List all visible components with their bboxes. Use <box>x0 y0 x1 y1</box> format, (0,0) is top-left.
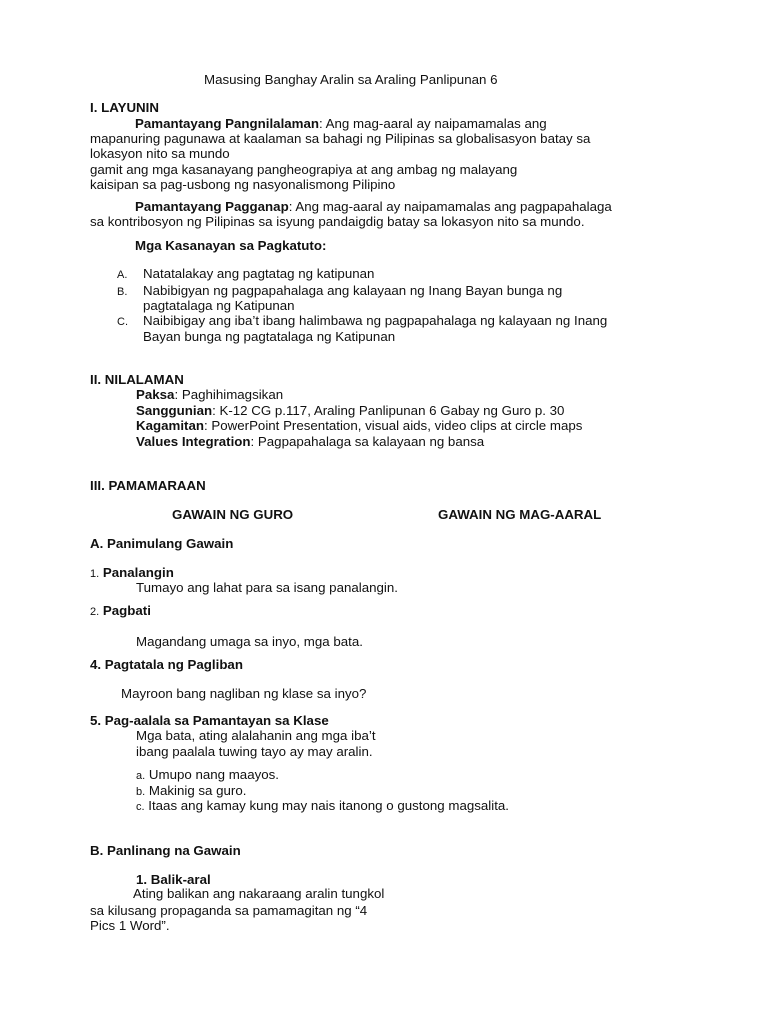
balik-aral-line-2: sa kilusang propaganda sa pamamagitan ng “4 <box>90 903 368 918</box>
nilalaman-paksa: Paksa: Paghihimagsikan <box>136 387 284 402</box>
pangnilalaman-line-3: lokasyon nito sa mundo <box>90 146 230 161</box>
rule-item: c. Itaas ang kamay kung may nais itanong o gustong magsalita. <box>136 798 509 813</box>
step-pagliban: 4. Pagtatala ng Pagliban <box>90 657 243 672</box>
list-item-continued: pagtatalaga ng Katipunan <box>143 298 295 313</box>
nilalaman-values: Values Integration: Pagpapahalaga sa kalayaan ng bansa <box>136 434 485 449</box>
part-b-heading: B. Panlinang na Gawain <box>90 843 241 858</box>
column-header-guro: GAWAIN NG GURO <box>172 507 294 522</box>
column-header-mag-aaral: GAWAIN NG MAG-AARAL <box>438 507 602 522</box>
kasanayan-heading: Mga Kasanayan sa Pagkatuto: <box>135 238 327 253</box>
nilalaman-sanggunian: Sanggunian: K-12 CG p.117, Araling Panlipunan 6 Gabay ng Guro p. 30 <box>136 403 565 418</box>
section-heading-pamamaraan: III. PAMAMARAAN <box>90 478 206 493</box>
pangnilalaman-line-4: gamit ang mga kasanayang pangheograpiya at ang ambag ng malayang <box>90 162 518 177</box>
pangnilalaman-line-1: Pamantayang Pangnilalaman: Ang mag-aaral ay naipamamalas ang <box>135 116 547 131</box>
list-item: Nabibigyan ng pagpapahalaga ang kalayaan ng Inang Bayan bunga ng <box>143 283 563 298</box>
step-panalangin-text: Tumayo ang lahat para sa isang panalangin. <box>136 580 398 595</box>
balik-aral-line-1: Ating balikan ang nakaraang aralin tungkol <box>133 886 385 901</box>
balik-aral-line-3: Pics 1 Word”. <box>90 918 170 933</box>
rule-item: b. Makinig sa guro. <box>136 783 247 798</box>
step-panalangin: 1. Panalangin <box>90 565 174 580</box>
rule-item: a. Umupo nang maayos. <box>136 767 279 782</box>
pagganap-line-1: Pamantayang Pagganap: Ang mag-aaral ay naipamamalas ang pagpapahalaga <box>135 199 612 214</box>
step-balik-aral: 1. Balik-aral <box>136 872 211 887</box>
part-a-heading: A. Panimulang Gawain <box>90 536 234 551</box>
list-marker: A. <box>117 269 128 281</box>
section-heading-layunin: I. LAYUNIN <box>90 100 159 115</box>
step-pagbati-text: Magandang umaga sa inyo, mga bata. <box>136 634 363 649</box>
pagganap-line-2: sa kontribosyon ng Pilipinas sa isyung pandaigdig batay sa lokasyon nito sa mundo. <box>90 214 585 229</box>
step-pamantayan: 5. Pag-aalala sa Pamantayan sa Klase <box>90 713 329 728</box>
step-pamantayan-line-1: Mga bata, ating alalahanin ang mga iba’t <box>136 728 376 743</box>
list-item: Natatalakay ang pagtatag ng katipunan <box>143 266 375 281</box>
step-pagliban-text: Mayroon bang nagliban ng klase sa inyo? <box>121 686 367 701</box>
list-item-continued: Bayan bunga ng pagtatalaga ng Katipunan <box>143 329 396 344</box>
pangnilalaman-line-2: mapanuring pagunawa at kaalaman sa bahagi ng Pilipinas sa globalisasyon batay sa <box>90 131 591 146</box>
list-marker: B. <box>117 286 128 298</box>
step-pagbati: 2. Pagbati <box>90 603 151 618</box>
nilalaman-kagamitan: Kagamitan: PowerPoint Presentation, visual aids, video clips at circle maps <box>136 418 583 433</box>
list-marker: C. <box>117 316 128 328</box>
list-item: Naibibigay ang iba’t ibang halimbawa ng pagpapahalaga ng kalayaan ng Inang <box>143 313 608 328</box>
step-pamantayan-line-2: ibang paalala tuwing tayo ay may aralin. <box>136 744 373 759</box>
section-heading-nilalaman: II. NILALAMAN <box>90 372 184 387</box>
pangnilalaman-line-5: kaisipan sa pag-usbong ng nasyonalismong Pilipino <box>90 177 396 192</box>
document-title: Masusing Banghay Aralin sa Araling Panlipunan 6 <box>204 72 498 87</box>
